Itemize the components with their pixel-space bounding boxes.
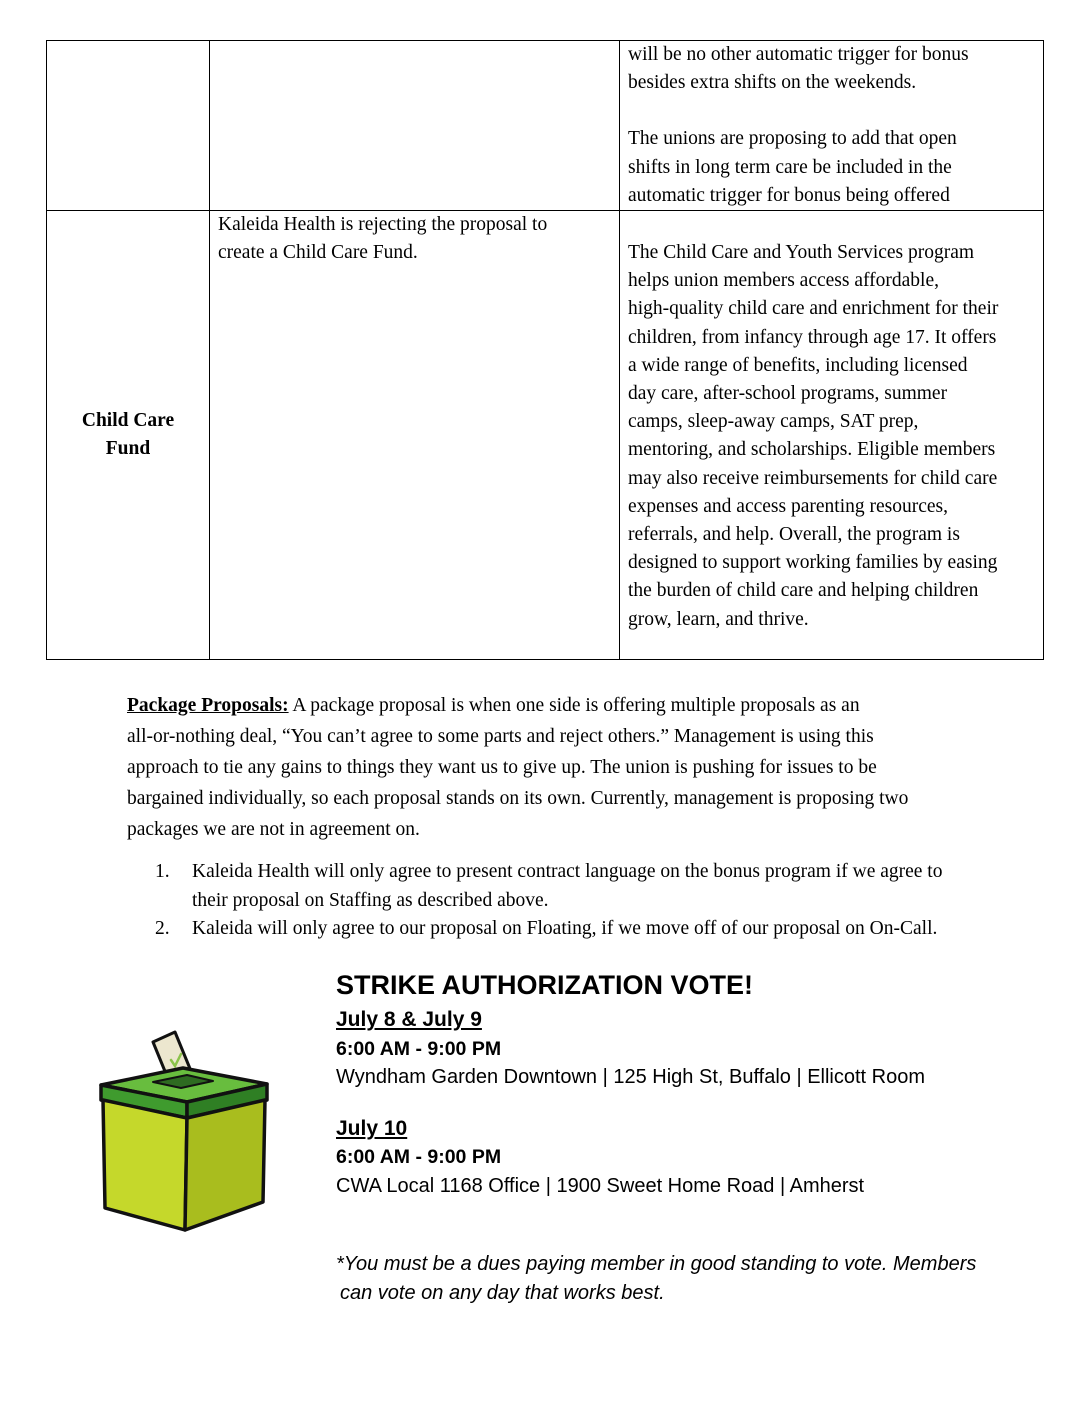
union-text-line: mentoring, and scholarships. Eligible members bbox=[628, 439, 996, 461]
union-text-line: The Child Care and Youth Services program bbox=[628, 242, 975, 264]
ballot-box-icon bbox=[95, 1030, 275, 1235]
union-text-line: grow, learn, and thrive. bbox=[628, 608, 809, 630]
session-time: 6:00 AM - 9:00 PM bbox=[336, 1038, 502, 1060]
list-item-line: Kaleida Health will only agree to present contract language on the bonus program if we agree to bbox=[192, 861, 943, 882]
eligibility-note bbox=[336, 1250, 1036, 1308]
union-text-line: designed to support working families by easing bbox=[628, 552, 998, 574]
union-text-line: a wide range of benefits, including licensed bbox=[628, 354, 968, 376]
union-text-line: high-quality child care and enrichment for their bbox=[628, 298, 999, 320]
union-text-line: day care, after-school programs, summer bbox=[628, 383, 948, 405]
list-number: 2. bbox=[155, 918, 170, 939]
union-cell bbox=[620, 41, 1044, 211]
union-text-line: The unions are proposing to add that open bbox=[628, 128, 957, 150]
management-text-line: Kaleida Health is rejecting the proposal to bbox=[218, 214, 548, 236]
union-text-line: expenses and access parenting resources, bbox=[628, 495, 948, 517]
table-row bbox=[47, 211, 1044, 660]
management-cell bbox=[210, 41, 620, 211]
management-text-line: create a Child Care Fund. bbox=[218, 242, 418, 264]
package-proposals-heading: Package Proposals: bbox=[127, 695, 289, 716]
union-text-line: shifts in long term care be included in the bbox=[628, 156, 952, 178]
union-text-line: will be no other automatic trigger for bonus bbox=[628, 44, 969, 65]
union-text-line: the burden of child care and helping children bbox=[628, 580, 979, 602]
list-item bbox=[155, 858, 1025, 915]
note-line: can vote on any day that works best. bbox=[340, 1282, 665, 1304]
list-item-line: their proposal on Staffing as described above. bbox=[192, 889, 549, 911]
union-text-line: camps, sleep-away camps, SAT prep, bbox=[628, 411, 919, 433]
list-number: 1. bbox=[155, 861, 170, 882]
topic-cell bbox=[47, 211, 210, 660]
session-time: 6:00 AM - 9:00 PM bbox=[336, 1146, 502, 1168]
paragraph-line: packages we are not in agreement on. bbox=[127, 819, 420, 840]
note-line: *You must be a dues paying member in good standing to vote. Members bbox=[336, 1253, 977, 1275]
union-text-line: besides extra shifts on the weekends. bbox=[628, 72, 917, 94]
union-text-line: automatic trigger for bonus being offered bbox=[628, 184, 950, 206]
topic-title-line: Child Care bbox=[81, 409, 175, 431]
topic-title-line: Fund bbox=[105, 438, 151, 460]
session-location: Wyndham Garden Downtown | 125 High St, Buffalo | Ellicott Room bbox=[336, 1066, 926, 1088]
union-text-line: referrals, and help. Overall, the program is bbox=[628, 524, 960, 546]
paragraph-line: all-or-nothing deal, “You can’t agree to some parts and reject others.” Management is using this bbox=[127, 726, 874, 747]
union-cell bbox=[620, 211, 1044, 660]
paragraph-line: bargained individually, so each proposal stands on its own. Currently, management is proposing two bbox=[127, 788, 909, 809]
session-date: July 10 bbox=[336, 1117, 408, 1140]
topic-cell bbox=[47, 41, 210, 211]
session-location: CWA Local 1168 Office | 1900 Sweet Home Road | Amherst bbox=[336, 1175, 865, 1197]
union-text-line: may also receive reimbursements for child care bbox=[628, 467, 998, 489]
paragraph-line: Package Proposals: A package proposal is when one side is offering multiple proposals as an bbox=[127, 695, 860, 716]
paragraph-line: approach to tie any gains to things they want us to give up. The union is pushing for issues to be bbox=[127, 757, 877, 778]
strike-vote-title: STRIKE AUTHORIZATION VOTE! bbox=[336, 970, 753, 1000]
management-cell bbox=[210, 211, 620, 660]
union-text-line: children, from infancy through age 17. It offers bbox=[628, 326, 997, 348]
package-list bbox=[155, 858, 1025, 944]
table-row bbox=[47, 41, 1044, 211]
package-proposals-paragraph bbox=[127, 690, 1017, 845]
list-item-line: Kaleida will only agree to our proposal on Floating, if we move off of our proposal on On-Call. bbox=[192, 918, 938, 939]
proposal-table bbox=[46, 40, 1044, 660]
list-item bbox=[155, 915, 1025, 944]
session-date: July 8 & July 9 bbox=[336, 1008, 482, 1031]
union-text-line: helps union members access affordable, bbox=[628, 270, 939, 292]
